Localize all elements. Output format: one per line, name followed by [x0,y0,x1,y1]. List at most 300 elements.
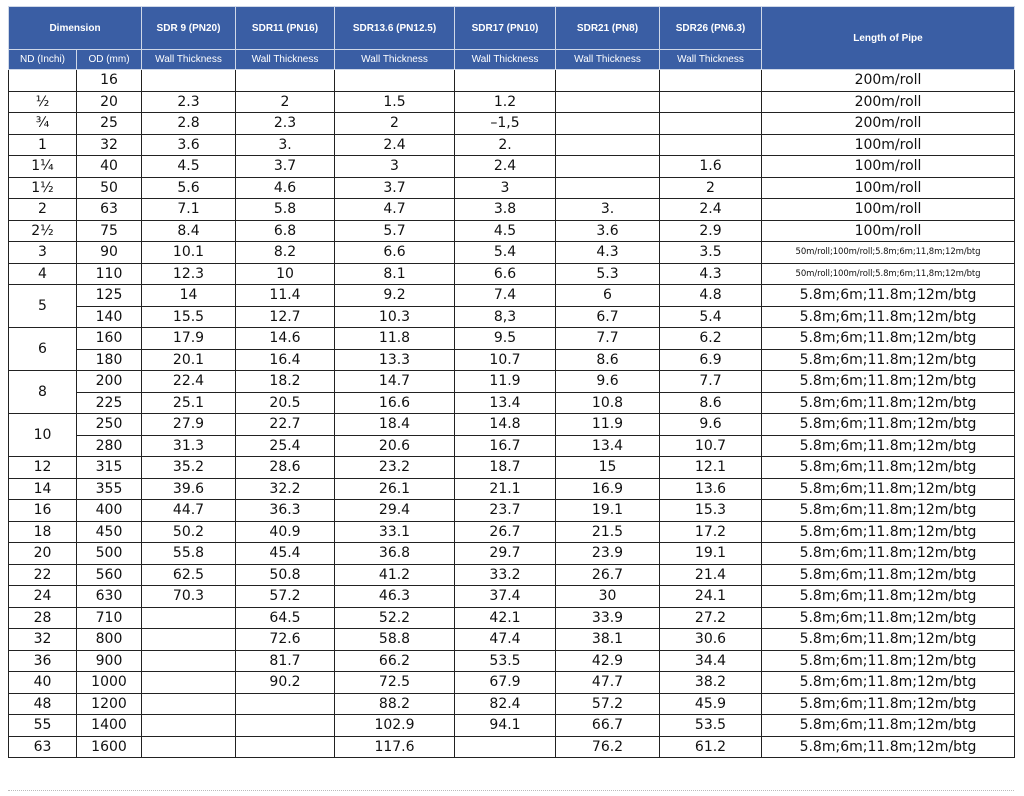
wall-thickness-cell [556,113,660,135]
wall-thickness-cell: 28.6 [236,457,335,479]
wall-thickness-cell: 18.4 [335,414,455,436]
od-mm-cell: 900 [77,650,142,672]
wall-thickness-cell: 25.1 [142,392,236,414]
od-mm-header: OD (mm) [77,50,142,70]
table-row [9,715,1015,737]
sdr13-6-header: SDR13.6 (PN12.5) [335,7,455,50]
wall-thickness-cell: 42.1 [455,607,556,629]
wall-thickness-cell: 40.9 [236,521,335,543]
length-cell: 200m/roll [762,91,1015,113]
table-row [9,134,1015,156]
od-mm-cell: 75 [77,220,142,242]
table-row [9,91,1015,113]
wall-thickness-cell: 22.7 [236,414,335,436]
wall-thickness-cell: 8.4 [142,220,236,242]
table-row [9,113,1015,135]
table-row [9,414,1015,436]
wall-thickness-cell: 3.6 [142,134,236,156]
length-cell: 100m/roll [762,134,1015,156]
wall-thickness-cell [142,715,236,737]
od-mm-cell: 630 [77,586,142,608]
wall-thickness-cell: 72.5 [335,672,455,694]
wall-thickness-cell: 15 [556,457,660,479]
od-mm-cell: 280 [77,435,142,457]
wall-thickness-cell: 4.7 [335,199,455,221]
nd-inch-cell [9,70,77,92]
od-mm-cell: 800 [77,629,142,651]
sdr26-header: SDR26 (PN6.3) [660,7,762,50]
wall-thickness-cell: 20.5 [236,392,335,414]
wall-thickness-cell [660,113,762,135]
wall-thickness-cell: 45.9 [660,693,762,715]
wall-thickness-cell: 47.7 [556,672,660,694]
table-row [9,371,1015,393]
wall-thickness-cell: 2 [335,113,455,135]
wall-thickness-cell: 19.1 [660,543,762,565]
table-row [9,521,1015,543]
wall-thickness-cell [556,134,660,156]
length-cell: 5.8m;6m;11.8m;12m/btg [762,349,1015,371]
table-row [9,629,1015,651]
od-mm-cell: 180 [77,349,142,371]
wall-thickness-cell: 13.4 [556,435,660,457]
wall-thickness-cell: 4.5 [142,156,236,178]
wall-thickness-cell: 30 [556,586,660,608]
wall-thickness-cell: 26.7 [556,564,660,586]
od-mm-cell: 140 [77,306,142,328]
wall-thickness-cell: 18.7 [455,457,556,479]
nd-inch-cell: 24 [9,586,77,608]
length-cell: 100m/roll [762,177,1015,199]
wall-thickness-cell: 5.6 [142,177,236,199]
wall-thickness-cell: 44.7 [142,500,236,522]
wall-thickness-cell: 13.4 [455,392,556,414]
length-cell: 5.8m;6m;11.8m;12m/btg [762,500,1015,522]
wall-thickness-cell: 25.4 [236,435,335,457]
nd-inch-cell: 55 [9,715,77,737]
length-cell: 200m/roll [762,70,1015,92]
wall-thickness-cell: 47.4 [455,629,556,651]
wall-thickness-cell [660,70,762,92]
wall-thickness-header: Wall Thickness [556,50,660,70]
wall-thickness-cell: 3.6 [556,220,660,242]
wall-thickness-cell: 18.2 [236,371,335,393]
wall-thickness-cell: 8.6 [660,392,762,414]
wall-thickness-cell: 34.4 [660,650,762,672]
table-row [9,500,1015,522]
wall-thickness-cell: 58.8 [335,629,455,651]
wall-thickness-cell: 9.6 [660,414,762,436]
length-cell: 5.8m;6m;11.8m;12m/btg [762,328,1015,350]
wall-thickness-cell: 3.5 [660,242,762,264]
length-cell: 5.8m;6m;11.8m;12m/btg [762,629,1015,651]
wall-thickness-cell: 4.5 [455,220,556,242]
wall-thickness-cell: 3. [236,134,335,156]
wall-thickness-cell [335,70,455,92]
wall-thickness-cell: 76.2 [556,736,660,758]
wall-thickness-header: Wall Thickness [660,50,762,70]
wall-thickness-cell: 94.1 [455,715,556,737]
length-cell: 5.8m;6m;11.8m;12m/btg [762,392,1015,414]
wall-thickness-cell: 3 [335,156,455,178]
wall-thickness-cell: 10.8 [556,392,660,414]
table-row [9,607,1015,629]
wall-thickness-cell: 5.3 [556,263,660,285]
od-mm-cell: 225 [77,392,142,414]
wall-thickness-cell: 5.7 [335,220,455,242]
od-mm-cell: 20 [77,91,142,113]
wall-thickness-header: Wall Thickness [455,50,556,70]
wall-thickness-cell: 70.3 [142,586,236,608]
wall-thickness-cell [455,736,556,758]
table-row [9,736,1015,758]
wall-thickness-cell: 11.9 [455,371,556,393]
od-mm-cell: 250 [77,414,142,436]
wall-thickness-cell: 37.4 [455,586,556,608]
od-mm-cell: 355 [77,478,142,500]
nd-inch-cell: 20 [9,543,77,565]
od-mm-cell: 32 [77,134,142,156]
length-cell: 5.8m;6m;11.8m;12m/btg [762,285,1015,307]
table-row [9,435,1015,457]
wall-thickness-cell: 12.7 [236,306,335,328]
wall-thickness-cell: 14.6 [236,328,335,350]
length-cell: 5.8m;6m;11.8m;12m/btg [762,650,1015,672]
wall-thickness-cell: 20.6 [335,435,455,457]
wall-thickness-cell: 23.2 [335,457,455,479]
wall-thickness-cell [142,70,236,92]
wall-thickness-cell: 17.2 [660,521,762,543]
od-mm-cell: 1600 [77,736,142,758]
wall-thickness-cell: 15.5 [142,306,236,328]
length-of-pipe-header: Length of Pipe [762,7,1015,70]
nd-inch-cell: 32 [9,629,77,651]
wall-thickness-cell: 5.8 [236,199,335,221]
length-cell: 50m/roll;100m/roll;5.8m;6m;11,8m;12m/btg [762,242,1015,264]
table-row [9,328,1015,350]
wall-thickness-cell: 39.6 [142,478,236,500]
wall-thickness-cell: 45.4 [236,543,335,565]
wall-thickness-cell: 2.8 [142,113,236,135]
nd-inch-cell: 40 [9,672,77,694]
nd-inch-cell: 28 [9,607,77,629]
wall-thickness-cell: 57.2 [556,693,660,715]
wall-thickness-cell: 41.2 [335,564,455,586]
wall-thickness-cell: 7.1 [142,199,236,221]
wall-thickness-cell: 14.8 [455,414,556,436]
od-mm-cell: 1000 [77,672,142,694]
od-mm-cell: 1200 [77,693,142,715]
wall-thickness-cell: 38.1 [556,629,660,651]
wall-thickness-cell [556,91,660,113]
wall-thickness-cell: 9.5 [455,328,556,350]
length-cell: 5.8m;6m;11.8m;12m/btg [762,414,1015,436]
wall-thickness-cell: 6 [556,285,660,307]
wall-thickness-cell: 2.4 [660,199,762,221]
wall-thickness-cell: 2 [660,177,762,199]
length-cell: 5.8m;6m;11.8m;12m/btg [762,478,1015,500]
table-row [9,543,1015,565]
wall-thickness-cell [660,91,762,113]
length-cell: 5.8m;6m;11.8m;12m/btg [762,736,1015,758]
wall-thickness-cell: 10.3 [335,306,455,328]
nd-inch-cell: 5 [9,285,77,328]
wall-thickness-cell: 14.7 [335,371,455,393]
nd-inch-cell: 1½ [9,177,77,199]
wall-thickness-cell: 90.2 [236,672,335,694]
wall-thickness-cell: 3.7 [335,177,455,199]
wall-thickness-cell [236,70,335,92]
table-row [9,457,1015,479]
table-row [9,349,1015,371]
wall-thickness-cell: 72.6 [236,629,335,651]
table-row [9,693,1015,715]
od-mm-cell: 16 [77,70,142,92]
wall-thickness-cell: 27.2 [660,607,762,629]
table-row [9,199,1015,221]
wall-thickness-cell: 24.1 [660,586,762,608]
wall-thickness-cell: 8,3 [455,306,556,328]
wall-thickness-cell [236,736,335,758]
wall-thickness-cell: 10 [236,263,335,285]
wall-thickness-cell: 12.3 [142,263,236,285]
wall-thickness-cell: 16.7 [455,435,556,457]
wall-thickness-cell [142,672,236,694]
nd-inch-cell: 2 [9,199,77,221]
page-edge-divider [8,790,1014,791]
wall-thickness-cell: 8.6 [556,349,660,371]
wall-thickness-cell: 117.6 [335,736,455,758]
table-row [9,285,1015,307]
wall-thickness-cell: 10.7 [660,435,762,457]
length-cell: 50m/roll;100m/roll;5.8m;6m;11,8m;12m/btg [762,263,1015,285]
table-row [9,220,1015,242]
wall-thickness-cell: 6.8 [236,220,335,242]
od-mm-cell: 710 [77,607,142,629]
wall-thickness-cell: 1.2 [455,91,556,113]
wall-thickness-cell: 16.6 [335,392,455,414]
wall-thickness-cell: 9.2 [335,285,455,307]
wall-thickness-cell: 13.3 [335,349,455,371]
od-mm-cell: 160 [77,328,142,350]
length-cell: 5.8m;6m;11.8m;12m/btg [762,543,1015,565]
nd-inch-cell: 48 [9,693,77,715]
wall-thickness-cell: 29.4 [335,500,455,522]
header-row-main [9,7,1015,50]
wall-thickness-cell: 22.4 [142,371,236,393]
table-row [9,650,1015,672]
table-row [9,306,1015,328]
wall-thickness-cell: 11.4 [236,285,335,307]
table-row [9,392,1015,414]
nd-inch-cell: 18 [9,521,77,543]
wall-thickness-cell: 11.9 [556,414,660,436]
wall-thickness-cell: 12.1 [660,457,762,479]
wall-thickness-cell [236,693,335,715]
wall-thickness-cell: 57.2 [236,586,335,608]
wall-thickness-cell: 36.3 [236,500,335,522]
wall-thickness-cell: 50.8 [236,564,335,586]
od-mm-cell: 200 [77,371,142,393]
length-cell: 200m/roll [762,113,1015,135]
table-row [9,478,1015,500]
wall-thickness-cell: 52.2 [335,607,455,629]
wall-thickness-cell: 66.2 [335,650,455,672]
od-mm-cell: 63 [77,199,142,221]
wall-thickness-cell: 6.7 [556,306,660,328]
od-mm-cell: 50 [77,177,142,199]
wall-thickness-cell: 17.9 [142,328,236,350]
nd-inch-cell: 8 [9,371,77,414]
nd-inch-cell: ½ [9,91,77,113]
wall-thickness-cell: 36.8 [335,543,455,565]
nd-inch-cell: 1¼ [9,156,77,178]
od-mm-cell: 90 [77,242,142,264]
wall-thickness-cell: 35.2 [142,457,236,479]
wall-thickness-cell: 26.1 [335,478,455,500]
wall-thickness-cell: 50.2 [142,521,236,543]
wall-thickness-cell: 20.1 [142,349,236,371]
wall-thickness-cell: 7.7 [660,371,762,393]
wall-thickness-cell: 61.2 [660,736,762,758]
wall-thickness-cell: 23.9 [556,543,660,565]
wall-thickness-cell: 26.7 [455,521,556,543]
wall-thickness-cell: 6.6 [335,242,455,264]
wall-thickness-cell: 13.6 [660,478,762,500]
table-row [9,564,1015,586]
nd-inch-cell: 12 [9,457,77,479]
length-cell: 5.8m;6m;11.8m;12m/btg [762,586,1015,608]
wall-thickness-cell: 2.3 [142,91,236,113]
wall-thickness-cell: 14 [142,285,236,307]
nd-inch-cell: 2½ [9,220,77,242]
wall-thickness-cell: 29.7 [455,543,556,565]
wall-thickness-header: Wall Thickness [335,50,455,70]
table-body [9,70,1015,758]
wall-thickness-cell: 62.5 [142,564,236,586]
length-cell: 100m/roll [762,156,1015,178]
od-mm-cell: 25 [77,113,142,135]
od-mm-cell: 125 [77,285,142,307]
wall-thickness-cell: 33.9 [556,607,660,629]
od-mm-cell: 40 [77,156,142,178]
od-mm-cell: 110 [77,263,142,285]
nd-inch-cell: 1 [9,134,77,156]
wall-thickness-cell: 102.9 [335,715,455,737]
od-mm-cell: 500 [77,543,142,565]
wall-thickness-cell: 7.7 [556,328,660,350]
wall-thickness-header: Wall Thickness [142,50,236,70]
wall-thickness-cell: 3 [455,177,556,199]
wall-thickness-cell: 2. [455,134,556,156]
nd-inch-cell: 4 [9,263,77,285]
length-cell: 5.8m;6m;11.8m;12m/btg [762,457,1015,479]
wall-thickness-cell: 10.7 [455,349,556,371]
nd-inch-cell: 6 [9,328,77,371]
length-cell: 5.8m;6m;11.8m;12m/btg [762,564,1015,586]
od-mm-cell: 1400 [77,715,142,737]
od-mm-cell: 315 [77,457,142,479]
nd-inch-cell: 22 [9,564,77,586]
wall-thickness-cell: 33.1 [335,521,455,543]
length-cell: 5.8m;6m;11.8m;12m/btg [762,715,1015,737]
wall-thickness-cell: 3.7 [236,156,335,178]
wall-thickness-cell [455,70,556,92]
wall-thickness-cell: 82.4 [455,693,556,715]
wall-thickness-cell: 2.4 [335,134,455,156]
wall-thickness-cell: 6.6 [455,263,556,285]
wall-thickness-cell [236,715,335,737]
length-cell: 5.8m;6m;11.8m;12m/btg [762,435,1015,457]
wall-thickness-cell: 2 [236,91,335,113]
length-cell: 100m/roll [762,220,1015,242]
wall-thickness-cell: 4.3 [660,263,762,285]
wall-thickness-cell: 21.5 [556,521,660,543]
wall-thickness-cell: 67.9 [455,672,556,694]
wall-thickness-cell [142,693,236,715]
od-mm-cell: 450 [77,521,142,543]
sdr11-header: SDR11 (PN16) [236,7,335,50]
wall-thickness-cell: 1.6 [660,156,762,178]
wall-thickness-cell [660,134,762,156]
wall-thickness-cell: 33.2 [455,564,556,586]
wall-thickness-cell: 5.4 [455,242,556,264]
length-cell: 5.8m;6m;11.8m;12m/btg [762,672,1015,694]
wall-thickness-cell [142,736,236,758]
nd-inch-cell: 63 [9,736,77,758]
wall-thickness-cell: 2.4 [455,156,556,178]
wall-thickness-cell: 6.2 [660,328,762,350]
table-row [9,70,1015,92]
wall-thickness-cell: 16.9 [556,478,660,500]
sdr9-header: SDR 9 (PN20) [142,7,236,50]
wall-thickness-cell: 81.7 [236,650,335,672]
sdr21-header: SDR21 (PN8) [556,7,660,50]
wall-thickness-cell: 23.7 [455,500,556,522]
wall-thickness-header: Wall Thickness [236,50,335,70]
wall-thickness-cell: 8.2 [236,242,335,264]
table-row [9,672,1015,694]
table-row [9,177,1015,199]
wall-thickness-cell: 32.2 [236,478,335,500]
dimension-header: Dimension [9,7,142,50]
wall-thickness-cell: 10.1 [142,242,236,264]
wall-thickness-cell: 6.9 [660,349,762,371]
nd-inch-cell: 16 [9,500,77,522]
wall-thickness-cell: 21.1 [455,478,556,500]
wall-thickness-cell: 2.9 [660,220,762,242]
wall-thickness-cell: 30.6 [660,629,762,651]
wall-thickness-cell: 11.8 [335,328,455,350]
wall-thickness-cell: 55.8 [142,543,236,565]
wall-thickness-cell: 15.3 [660,500,762,522]
pipe-spec-table [8,6,1015,758]
table-row [9,263,1015,285]
wall-thickness-cell: 27.9 [142,414,236,436]
wall-thickness-cell [556,156,660,178]
wall-thickness-cell [556,70,660,92]
wall-thickness-cell: 38.2 [660,672,762,694]
table-row [9,586,1015,608]
wall-thickness-cell: 53.5 [455,650,556,672]
wall-thickness-cell [142,629,236,651]
wall-thickness-cell: 4.6 [236,177,335,199]
length-cell: 5.8m;6m;11.8m;12m/btg [762,521,1015,543]
nd-inch-header: ND (Inchi) [9,50,77,70]
wall-thickness-cell: 31.3 [142,435,236,457]
wall-thickness-cell [142,607,236,629]
wall-thickness-cell [556,177,660,199]
